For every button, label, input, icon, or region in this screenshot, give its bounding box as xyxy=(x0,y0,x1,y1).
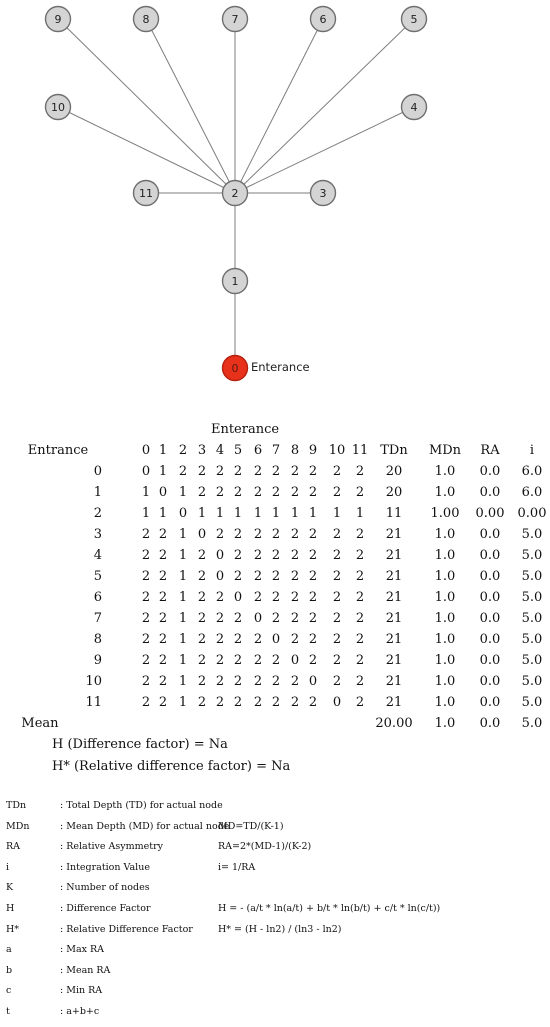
depth-cell: 2 xyxy=(308,590,318,605)
node-7 xyxy=(223,7,248,32)
node-label: 3 xyxy=(319,187,327,200)
column-header: 2 xyxy=(178,443,188,458)
row-label: 3 xyxy=(93,527,102,542)
depth-cell: 1 xyxy=(178,569,188,584)
stat-cell: 1.0 xyxy=(434,590,456,605)
depth-cell: 2 xyxy=(253,632,263,647)
depth-cell: 2 xyxy=(215,527,225,542)
stat-cell: 0.0 xyxy=(479,695,501,710)
depth-cell: 1 xyxy=(178,611,188,626)
legend-formula: RA=2*(MD-1)/(K-2) xyxy=(218,841,312,852)
depth-cell: 2 xyxy=(197,695,207,710)
depth-cell: 2 xyxy=(355,527,365,542)
depth-cell: 0 xyxy=(271,632,281,647)
legend-abbr: i xyxy=(6,862,10,873)
stat-cell: 5.0 xyxy=(521,674,543,689)
depth-cell: 1 xyxy=(253,506,263,521)
node-label: 9 xyxy=(54,13,62,26)
column-header: 0 xyxy=(141,443,151,458)
depth-cell: 2 xyxy=(290,695,300,710)
depth-cell: 2 xyxy=(271,695,281,710)
depth-cell: 2 xyxy=(308,485,318,500)
depth-cell: 2 xyxy=(141,611,151,626)
node-9 xyxy=(46,7,71,32)
row-label: 8 xyxy=(93,632,102,647)
column-header: 11 xyxy=(351,443,369,458)
depth-cell: 2 xyxy=(355,569,365,584)
legend-abbr: a xyxy=(6,944,12,955)
depth-cell: 1 xyxy=(178,527,188,542)
stat-cell: 1.0 xyxy=(434,695,456,710)
stat-cell: 5.0 xyxy=(521,569,543,584)
depth-cell: 2 xyxy=(178,464,188,479)
stat-cell: 0.0 xyxy=(479,527,501,542)
depth-cell: 2 xyxy=(197,590,207,605)
depth-cell: 2 xyxy=(308,569,318,584)
depth-cell: 1 xyxy=(332,506,342,521)
depth-cell: 2 xyxy=(253,569,263,584)
column-header: 9 xyxy=(308,443,318,458)
depth-cell: 2 xyxy=(355,695,365,710)
node-2 xyxy=(223,181,248,206)
depth-cell: 2 xyxy=(308,548,318,563)
depth-cell: 2 xyxy=(141,653,151,668)
legend-formula: i= 1/RA xyxy=(218,862,256,873)
stat-cell: 0.0 xyxy=(479,485,501,500)
depth-cell: 0 xyxy=(332,695,342,710)
stat-cell: 1.0 xyxy=(434,485,456,500)
stat-cell: 1.0 xyxy=(434,674,456,689)
stat-cell: 1.0 xyxy=(434,527,456,542)
depth-cell: 2 xyxy=(158,695,168,710)
depth-cell: 2 xyxy=(215,611,225,626)
depth-cell: 2 xyxy=(158,653,168,668)
legend-description: : Mean RA xyxy=(60,965,111,976)
depth-cell: 2 xyxy=(290,632,300,647)
row-label: 7 xyxy=(93,611,102,626)
depth-cell: 2 xyxy=(332,548,342,563)
edge-2-8 xyxy=(146,19,235,193)
depth-cell: 2 xyxy=(215,632,225,647)
stat-cell: 0.0 xyxy=(479,632,501,647)
depth-cell: 2 xyxy=(290,527,300,542)
depth-cell: 2 xyxy=(197,548,207,563)
depth-cell: 2 xyxy=(197,485,207,500)
stat-cell: 0.0 xyxy=(479,653,501,668)
stat-cell: 0.0 xyxy=(479,674,501,689)
depth-cell: 2 xyxy=(141,674,151,689)
depth-cell: 0 xyxy=(308,674,318,689)
depth-cell: 2 xyxy=(355,548,365,563)
legend-formula: MD=TD/(K-1) xyxy=(218,821,284,832)
depth-cell: 2 xyxy=(197,464,207,479)
stat-cell: 1.0 xyxy=(434,464,456,479)
depth-cell: 1 xyxy=(178,653,188,668)
depth-cell: 2 xyxy=(253,653,263,668)
depth-cell: 2 xyxy=(308,632,318,647)
mean-stat-cell: 5.0 xyxy=(521,716,543,731)
column-header: 4 xyxy=(215,443,225,458)
depth-cell: 2 xyxy=(253,590,263,605)
justified-graph xyxy=(0,0,550,395)
row-label: 0 xyxy=(93,464,102,479)
depth-cell: 2 xyxy=(253,527,263,542)
stat-cell: 11 xyxy=(385,506,403,521)
edge-2-6 xyxy=(235,19,323,193)
depth-cell: 2 xyxy=(233,569,243,584)
stat-cell: 6.0 xyxy=(521,464,543,479)
depth-cell: 1 xyxy=(158,506,168,521)
stat-cell: 0.0 xyxy=(479,569,501,584)
depth-cell: 2 xyxy=(271,653,281,668)
depth-cell: 2 xyxy=(308,653,318,668)
legend-abbr: t xyxy=(6,1006,10,1017)
node-8 xyxy=(134,7,159,32)
node-label: 1 xyxy=(231,275,239,288)
depth-cell: 2 xyxy=(290,674,300,689)
depth-cell: 2 xyxy=(215,590,225,605)
legend-abbr: K xyxy=(6,882,14,893)
node-label: 2 xyxy=(231,187,239,200)
depth-cell: 0 xyxy=(233,590,243,605)
depth-cell: 1 xyxy=(290,506,300,521)
row-label: 1 xyxy=(93,485,102,500)
stat-cell: 21 xyxy=(385,590,403,605)
stat-cell: 0.0 xyxy=(479,464,501,479)
depth-cell: 1 xyxy=(271,506,281,521)
depth-cell: 2 xyxy=(308,611,318,626)
depth-cell: 1 xyxy=(355,506,365,521)
stat-cell: 21 xyxy=(385,548,403,563)
legend-formula: H* = (H - ln2) / (ln3 - ln2) xyxy=(218,924,342,935)
depth-cell: 1 xyxy=(178,590,188,605)
depth-cell: 2 xyxy=(271,674,281,689)
depth-cell: 2 xyxy=(308,464,318,479)
depth-cell: 2 xyxy=(233,632,243,647)
depth-cell: 2 xyxy=(332,632,342,647)
depth-cell: 1 xyxy=(233,506,243,521)
node-3 xyxy=(311,181,336,206)
depth-cell: 2 xyxy=(332,611,342,626)
depth-cell: 2 xyxy=(290,485,300,500)
depth-cell: 2 xyxy=(197,653,207,668)
legend-description: : Total Depth (TD) for actual node xyxy=(60,800,223,811)
stat-cell: 21 xyxy=(385,695,403,710)
legend-description: : Mean Depth (MD) for actual node xyxy=(60,821,230,832)
depth-cell: 2 xyxy=(332,674,342,689)
row-label: 6 xyxy=(93,590,102,605)
depth-cell: 2 xyxy=(271,611,281,626)
depth-cell: 2 xyxy=(271,485,281,500)
column-header: 3 xyxy=(197,443,207,458)
depth-cell: 0 xyxy=(215,569,225,584)
depth-cell: 2 xyxy=(233,674,243,689)
legend-description: : Integration Value xyxy=(60,862,150,873)
stat-cell: 21 xyxy=(385,527,403,542)
legend-description: : Relative Asymmetry xyxy=(60,841,164,852)
depth-cell: 2 xyxy=(197,611,207,626)
node-0 xyxy=(223,356,248,381)
stat-cell: 0.0 xyxy=(479,590,501,605)
node-label: 7 xyxy=(231,13,239,26)
depth-cell: 2 xyxy=(290,590,300,605)
node-label: 8 xyxy=(142,13,150,26)
depth-cell: 2 xyxy=(290,548,300,563)
stat-cell: 6.0 xyxy=(521,485,543,500)
legend-abbr: H* xyxy=(6,924,20,935)
edge-2-5 xyxy=(235,19,414,193)
depth-cell: 2 xyxy=(158,548,168,563)
depth-cell: 2 xyxy=(290,569,300,584)
depth-cell: 0 xyxy=(253,611,263,626)
depth-cell: 2 xyxy=(271,590,281,605)
depth-cell: 2 xyxy=(141,590,151,605)
legend-formula: H = - (a/t * ln(a/t) + b/t * ln(b/t) + c/t * ln(c/t)) xyxy=(218,903,441,914)
corner-header: Entrance xyxy=(27,443,89,458)
depth-cell: 2 xyxy=(158,527,168,542)
node-label: 6 xyxy=(319,13,327,26)
depth-cell: 2 xyxy=(253,464,263,479)
node-10 xyxy=(46,95,71,120)
depth-cell: 2 xyxy=(233,527,243,542)
stat-cell: 21 xyxy=(385,653,403,668)
depth-cell: 2 xyxy=(158,611,168,626)
row-label: 9 xyxy=(93,653,102,668)
row-label: 11 xyxy=(85,695,102,710)
depth-cell: 0 xyxy=(215,548,225,563)
depth-cell: 2 xyxy=(141,632,151,647)
legend-description: : Min RA xyxy=(60,985,103,996)
stat-cell: 5.0 xyxy=(521,653,543,668)
depth-cell: 2 xyxy=(355,632,365,647)
column-header: 5 xyxy=(233,443,243,458)
depth-cell: 1 xyxy=(158,464,168,479)
depth-cell: 2 xyxy=(253,485,263,500)
relative-difference-factor-line: H* (Relative difference factor) = Na xyxy=(52,759,291,774)
depth-cell: 2 xyxy=(215,653,225,668)
legend-abbr: RA xyxy=(6,841,21,852)
mean-stat-cell: 1.0 xyxy=(434,716,456,731)
mean-stat-cell: 20.00 xyxy=(375,716,413,731)
stat-cell: 1.0 xyxy=(434,548,456,563)
depth-cell: 2 xyxy=(271,548,281,563)
depth-cell: 2 xyxy=(233,695,243,710)
stat-cell: 5.0 xyxy=(521,695,543,710)
depth-cell: 2 xyxy=(141,548,151,563)
node-11 xyxy=(134,181,159,206)
legend-abbr: MDn xyxy=(6,821,30,832)
depth-cell: 2 xyxy=(355,485,365,500)
stat-cell: 21 xyxy=(385,569,403,584)
depth-cell: 2 xyxy=(215,674,225,689)
column-header: MDn xyxy=(428,443,462,458)
depth-cell: 2 xyxy=(332,569,342,584)
legend-description: : a+b+c xyxy=(60,1006,100,1017)
depth-cell: 2 xyxy=(158,632,168,647)
depth-cell: 2 xyxy=(233,485,243,500)
depth-cell: 0 xyxy=(178,506,188,521)
legend-description: : Number of nodes xyxy=(60,882,150,893)
depth-cell: 2 xyxy=(141,695,151,710)
node-label: 0 xyxy=(231,362,239,375)
column-header: i xyxy=(529,443,535,458)
depth-cell: 2 xyxy=(233,611,243,626)
depth-cell: 2 xyxy=(271,569,281,584)
stat-cell: 1.0 xyxy=(434,611,456,626)
depth-cell: 2 xyxy=(332,485,342,500)
legend-description: : Max RA xyxy=(60,944,105,955)
depth-cell: 2 xyxy=(215,485,225,500)
edge-2-9 xyxy=(58,19,235,193)
depth-cell: 2 xyxy=(332,527,342,542)
legend-abbr: H xyxy=(6,903,15,914)
depth-cell: 2 xyxy=(158,569,168,584)
column-header: RA xyxy=(480,443,500,458)
depth-cell: 2 xyxy=(197,632,207,647)
column-header: 6 xyxy=(253,443,263,458)
depth-cell: 2 xyxy=(271,464,281,479)
column-header: TDn xyxy=(380,443,408,458)
depth-cell: 2 xyxy=(215,695,225,710)
column-header: 7 xyxy=(271,443,281,458)
stat-cell: 1.0 xyxy=(434,569,456,584)
depth-cell: 2 xyxy=(158,674,168,689)
depth-cell: 2 xyxy=(290,464,300,479)
depth-cell: 2 xyxy=(197,569,207,584)
column-header: 10 xyxy=(328,443,346,458)
column-header: 1 xyxy=(158,443,168,458)
depth-cell: 2 xyxy=(215,464,225,479)
legend-abbr: b xyxy=(6,965,13,976)
depth-cell: 2 xyxy=(332,653,342,668)
depth-cell: 1 xyxy=(178,695,188,710)
node-6 xyxy=(311,7,336,32)
node-1 xyxy=(223,269,248,294)
legend-description: : Difference Factor xyxy=(60,903,151,914)
depth-cell: 2 xyxy=(355,611,365,626)
depth-cell: 2 xyxy=(141,569,151,584)
column-header: 8 xyxy=(290,443,300,458)
depth-cell: 2 xyxy=(141,527,151,542)
stat-cell: 1.0 xyxy=(434,632,456,647)
depth-cell: 0 xyxy=(141,464,151,479)
depth-cell: 2 xyxy=(158,590,168,605)
depth-cell: 2 xyxy=(355,590,365,605)
root-node-label: Enterance xyxy=(251,360,310,374)
node-label: 5 xyxy=(410,13,418,26)
mean-stat-cell: 0.0 xyxy=(479,716,501,731)
depth-cell: 0 xyxy=(290,653,300,668)
stat-cell: 5.0 xyxy=(521,527,543,542)
depth-cell: 2 xyxy=(308,527,318,542)
node-5 xyxy=(402,7,427,32)
depth-cell: 2 xyxy=(308,695,318,710)
depth-cell: 1 xyxy=(197,506,207,521)
depth-cell: 2 xyxy=(233,548,243,563)
stat-cell: 0.00 xyxy=(475,506,505,521)
row-label: 4 xyxy=(93,548,102,563)
node-label: 11 xyxy=(139,187,153,200)
stat-cell: 5.0 xyxy=(521,632,543,647)
stat-cell: 5.0 xyxy=(521,590,543,605)
depth-cell: 2 xyxy=(233,464,243,479)
depth-cell: 0 xyxy=(158,485,168,500)
stat-cell: 0.0 xyxy=(479,611,501,626)
stat-cell: 21 xyxy=(385,632,403,647)
stat-cell: 1.0 xyxy=(434,653,456,668)
depth-cell: 2 xyxy=(290,611,300,626)
stat-cell: 5.0 xyxy=(521,611,543,626)
depth-cell: 1 xyxy=(141,485,151,500)
stat-cell: 0.00 xyxy=(517,506,547,521)
depth-cell: 1 xyxy=(308,506,318,521)
table-title: Enterance xyxy=(210,422,280,437)
depth-cell: 2 xyxy=(355,674,365,689)
stat-cell: 0.0 xyxy=(479,548,501,563)
stat-cell: 21 xyxy=(385,611,403,626)
depth-cell: 2 xyxy=(355,464,365,479)
depth-cell: 2 xyxy=(253,674,263,689)
stat-cell: 20 xyxy=(385,464,403,479)
node-4 xyxy=(402,95,427,120)
legend-abbr: c xyxy=(6,985,12,996)
depth-cell: 1 xyxy=(178,632,188,647)
depth-cell: 1 xyxy=(141,506,151,521)
depth-cell: 2 xyxy=(271,527,281,542)
depth-cell: 2 xyxy=(233,653,243,668)
depth-cell: 2 xyxy=(355,653,365,668)
depth-cell: 2 xyxy=(253,695,263,710)
stat-cell: 1.00 xyxy=(430,506,460,521)
depth-cell: 2 xyxy=(197,674,207,689)
depth-cell: 2 xyxy=(332,464,342,479)
legend-abbr: TDn xyxy=(6,800,27,811)
depth-cell: 1 xyxy=(215,506,225,521)
difference-factor-line: H (Difference factor) = Na xyxy=(52,737,228,752)
legend-description: : Relative Difference Factor xyxy=(60,924,193,935)
depth-cell: 0 xyxy=(197,527,207,542)
row-label: 5 xyxy=(93,569,102,584)
row-label: 10 xyxy=(85,674,102,689)
depth-cell: 1 xyxy=(178,674,188,689)
stat-cell: 20 xyxy=(385,485,403,500)
depth-cell: 2 xyxy=(332,590,342,605)
depth-cell: 2 xyxy=(253,548,263,563)
stat-cell: 5.0 xyxy=(521,548,543,563)
depth-cell: 1 xyxy=(178,548,188,563)
mean-label: Mean xyxy=(21,716,59,731)
row-label: 2 xyxy=(93,506,102,521)
stat-cell: 21 xyxy=(385,674,403,689)
node-label: 4 xyxy=(410,101,418,114)
depth-cell: 1 xyxy=(178,485,188,500)
node-label: 10 xyxy=(51,101,65,114)
